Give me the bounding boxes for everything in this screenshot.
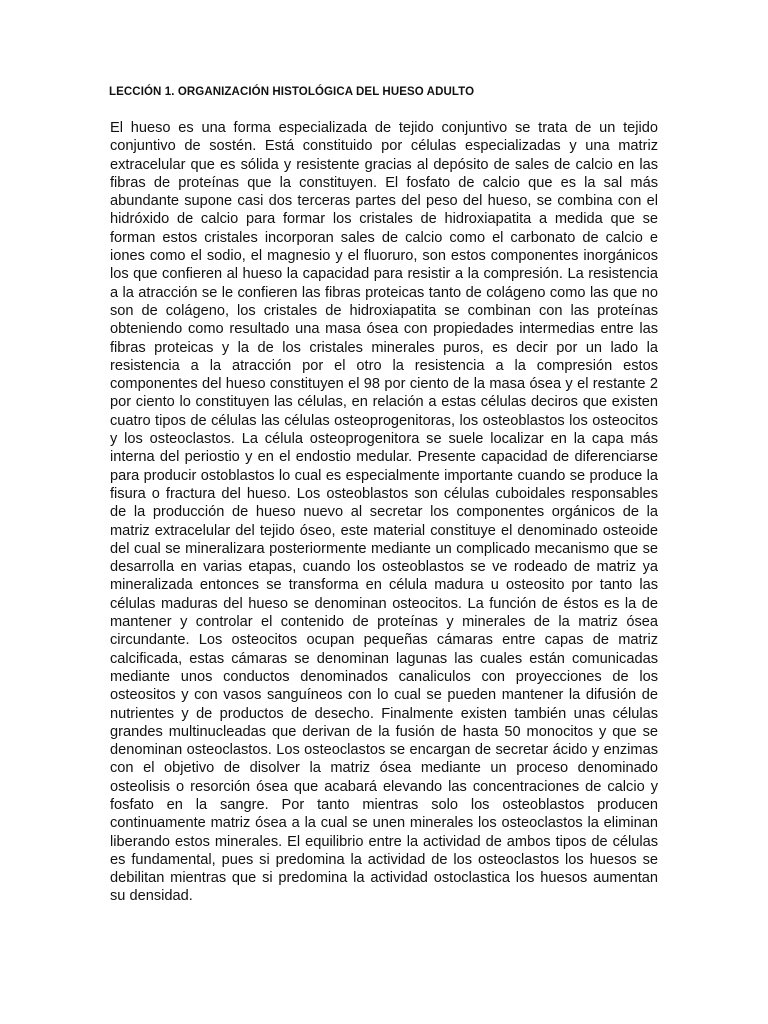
document-body-paragraph: El hueso es una forma especializada de tejido conjuntivo se trata de un tejido conjuntivo de sostén. Está constituido por células especializadas y una matriz extracelular que es sólida y resistente gracias al depósito de sales de calcio en las fibras de proteínas que la constituyen. El fosfato de calcio que es la sal más abundante supone casi dos terceras partes del peso del hueso, se combina con el hidróxido de calcio para formar los cristales de hidroxiapatita a medida que se forman estos cristales incorporan sales de calcio como el carbonato de calcio e iones como el sodio, el magnesio y el fluoruro, son estos componentes inorgánicos los que confieren al hueso la capacidad para resistir a la compresión. La resistencia a la atracción se le confieren las fibras proteicas tanto de colágeno como las que no son de colágeno, los cristales de hidroxiapatita se combinan con las proteínas obteniendo como resultado una masa ósea con propiedades intermedias entre las fibras proteicas y la de los cristales minerales puros, es decir por un lado la resistencia a la atracción por el otro la resistencia a la compresión estos componentes del hueso constituyen el 98 por ciento de la masa ósea y el restante 2 por ciento lo constituyen las células, en relación a estas células deciros que existen cuatro tipos de células las células osteoprogenitoras, los osteoblastos los osteocitos y los osteoclastos. La célula osteoprogenitora se suele localizar en la capa más interna del periostio y en el endostio medular. Presente capacidad de diferenciarse para producir ostoblastos lo cual es especialmente importante cuando se produce la fisura o fractura del hueso. Los osteoblastos son células cuboidales responsables de la producción de hueso nuevo al secretar los componentes orgánicos de la matriz extracelular del tejido óseo, este material constituye el denominado osteoide del cual se mineralizara posteriormente mediante un complicado mecanismo que se desarrolla en varias etapas, cuando los osteoblastos se ve rodeado de matriz ya mineralizada entonces se transforma en célula madura u osteosito por tanto las células maduras del hueso se denominan osteocitos. La función de éstos es la de mantener y controlar el contenido de proteínas y minerales de la matriz ósea circundante. Los osteocitos ocupan pequeñas cámaras entre capas de matriz calcificada, estas cámaras se denominan lagunas las cuales están comunicadas mediante unos conductos denominados canaliculos con proyecciones de los osteositos y con vasos sanguíneos con lo cual se pueden mantener la difusión de nutrientes y de productos de desecho. Finalmente existen también unas células grandes multinucleadas que derivan de la fusión de hasta 50 monocitos y que se denominan osteoclastos. Los osteoclastos se encargan de secretar ácido y enzimas con el objetivo de disolver la matriz ósea mediante un proceso denominado osteolisis o resorción ósea que acabará elevando las concentraciones de calcio y fosfato en la sangre. Por tanto mientras solo los osteoblastos producen continuamente matriz ósea a la cual se unen minerales los osteoclastos la eliminan liberando estos minerales. El equilibrio entre la actividad de ambos tipos de células es fundamental, pues si predomina la actividad de los osteoclastos los huesos se debilitan mientras que si predomina la actividad ostoclastica los huesos aumentan su densidad. bbox=[110, 120, 658, 905]
document-title: LECCIÓN 1. ORGANIZACIÓN HISTOLÓGICA DEL HUESO ADULTO bbox=[109, 86, 475, 98]
